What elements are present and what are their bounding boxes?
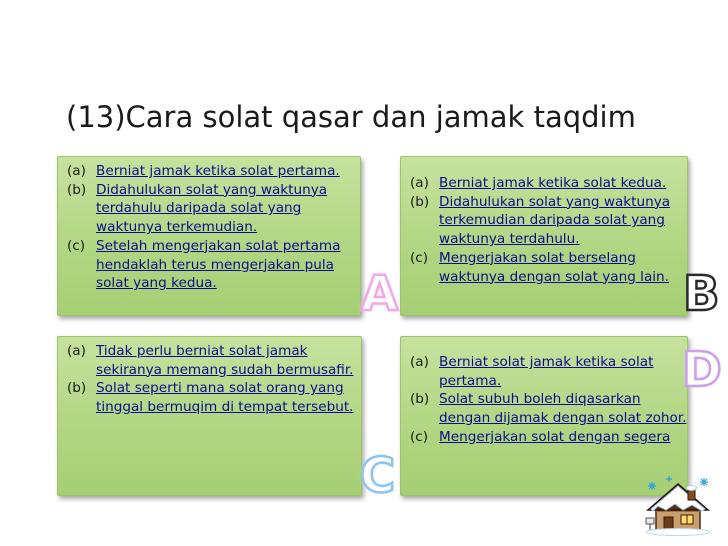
slide-title: (13)Cara solat qasar dan jamak taqdim bbox=[66, 100, 636, 134]
list-item bbox=[67, 342, 358, 379]
answer-box-d bbox=[400, 336, 688, 496]
list-item bbox=[410, 249, 687, 286]
list-item bbox=[410, 428, 687, 447]
item-marker: (a) bbox=[410, 175, 429, 191]
answer-list-a bbox=[67, 162, 358, 293]
item-marker: (c) bbox=[67, 237, 86, 254]
list-item bbox=[410, 390, 687, 427]
item-link[interactable]: Setelah mengerjakan solat pertama hendaklah terus mengerjakan pula solat yang kedua. bbox=[96, 237, 341, 292]
snowy-house-icon bbox=[642, 474, 714, 536]
answer-box-c bbox=[57, 336, 362, 496]
item-marker: (a) bbox=[67, 163, 86, 179]
item-marker: (b) bbox=[410, 193, 430, 210]
list-item bbox=[67, 379, 358, 416]
item-link[interactable]: Berniat solat jamak ketika solat pertama. bbox=[439, 354, 654, 389]
answer-list-d bbox=[410, 353, 687, 447]
letter-b-label: B bbox=[683, 266, 720, 322]
item-marker: (b) bbox=[67, 181, 87, 198]
item-link[interactable]: Solat subuh boleh diqasarkan dengan dijamak dengan solat zohor. bbox=[439, 391, 687, 427]
answer-list-c bbox=[67, 342, 358, 417]
item-marker: (a) bbox=[67, 343, 86, 359]
list-item bbox=[67, 237, 358, 293]
list-item bbox=[67, 181, 358, 237]
item-marker: (b) bbox=[410, 391, 430, 408]
answer-box-a bbox=[57, 156, 361, 316]
item-marker: (c) bbox=[410, 428, 429, 445]
list-item bbox=[410, 353, 687, 390]
item-marker: (a) bbox=[410, 354, 429, 370]
item-link[interactable]: Mengerjakan solat berselang waktunya dengan solat yang lain. bbox=[439, 249, 669, 285]
letter-a-label: A bbox=[361, 266, 399, 322]
list-item bbox=[410, 193, 687, 249]
item-link[interactable]: Berniat jamak ketika solat kedua. bbox=[439, 175, 667, 191]
item-marker: (b) bbox=[67, 380, 87, 397]
list-item bbox=[410, 174, 687, 193]
letter-d-label: D bbox=[682, 342, 722, 398]
letter-c-label: C bbox=[360, 448, 396, 504]
item-link[interactable]: Mengerjakan solat dengan segera bbox=[439, 428, 671, 445]
item-link[interactable]: Solat seperti mana solat orang yang tinggal bermuqim di tempat tersebut. bbox=[96, 380, 354, 416]
item-link[interactable]: Didahulukan solat yang waktunya terkemudian daripada solat yang waktunya terdahulu. bbox=[439, 193, 671, 248]
item-marker: (c) bbox=[410, 249, 429, 266]
answer-box-b bbox=[400, 156, 688, 316]
answer-list-b bbox=[410, 174, 687, 286]
item-link[interactable]: Tidak perlu berniat solat jamak sekiranya memang sudah bermusafir. bbox=[96, 343, 354, 378]
item-link[interactable]: Didahulukan solat yang waktunya terdahulu daripada solat yang waktunya terkemudian. bbox=[96, 181, 328, 236]
list-item bbox=[67, 162, 358, 181]
item-link[interactable]: Berniat jamak ketika solat pertama. bbox=[96, 163, 340, 179]
